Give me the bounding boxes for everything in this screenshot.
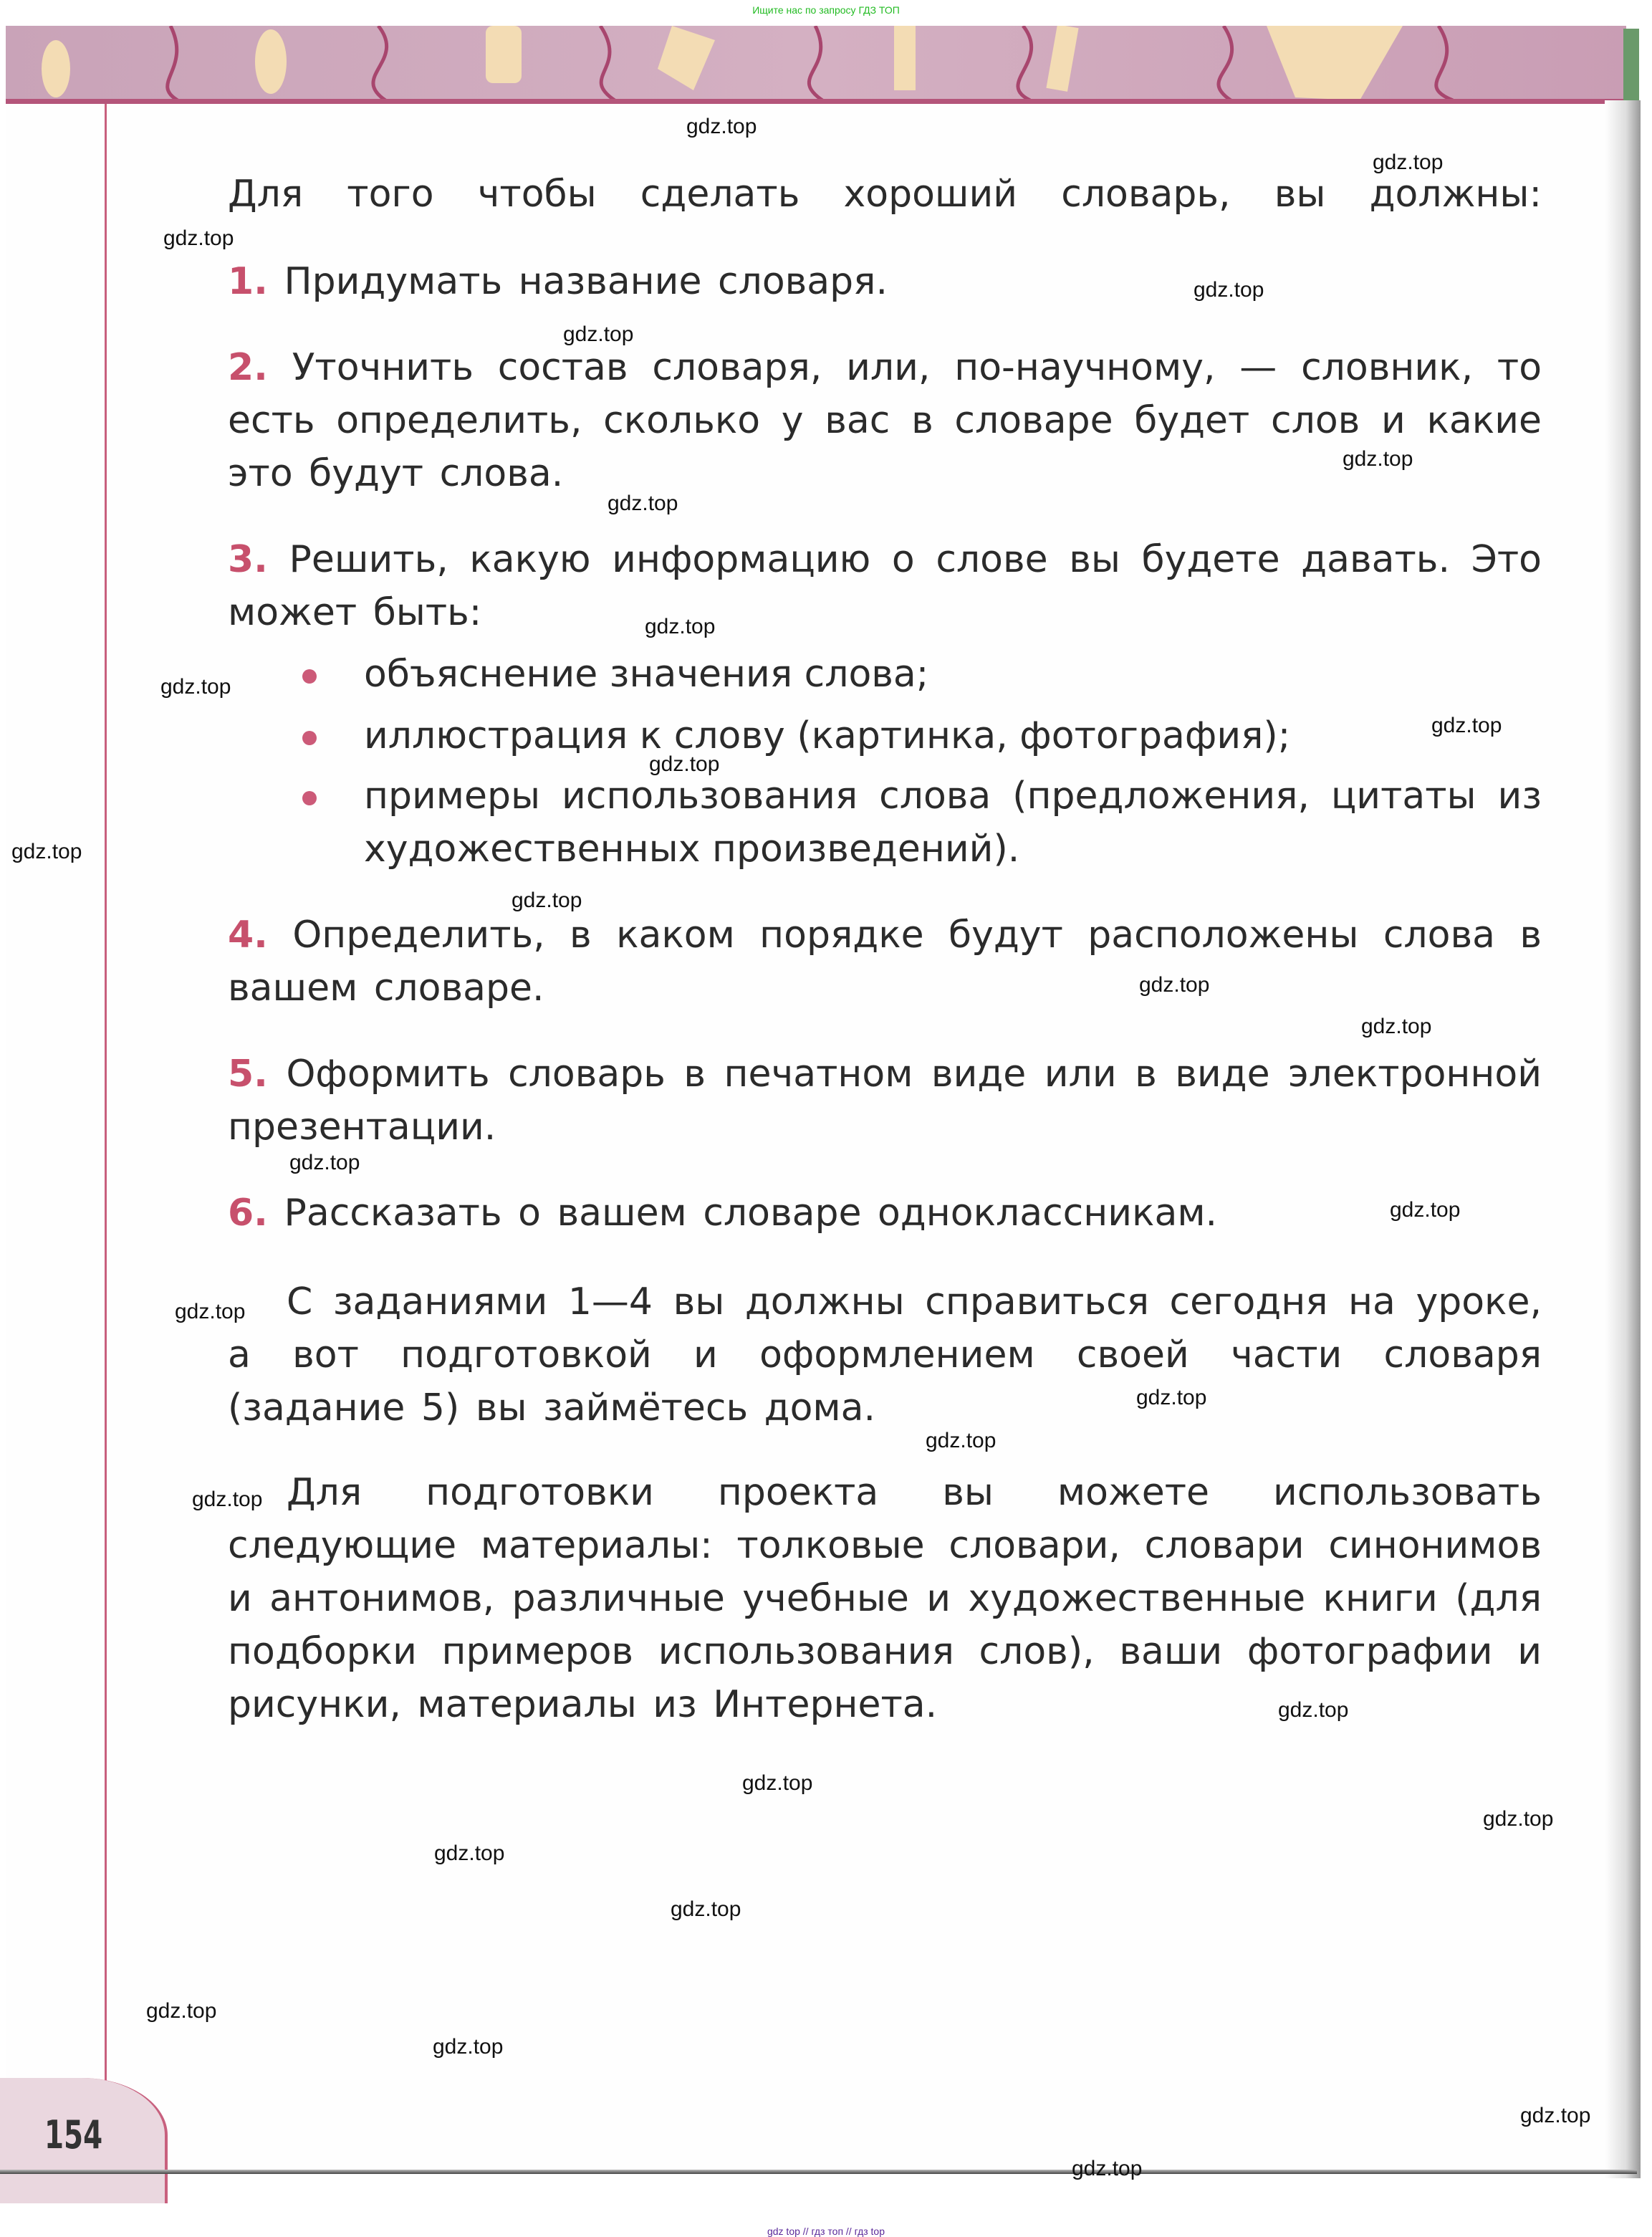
watermark: gdz.top bbox=[512, 888, 582, 912]
watermark: gdz.top bbox=[1520, 2104, 1591, 2127]
step-text: Оформить словарь в печатном виде или в виде электронной презентации. bbox=[228, 1053, 1542, 1149]
watermark: gdz.top bbox=[645, 615, 716, 638]
step-text: Уточнить состав словаря, или, по-научному, — словник, то есть определить, сколько у вас в словаре будет слов и какие это будут слова. bbox=[228, 346, 1542, 495]
watermark: gdz.top bbox=[1139, 973, 1210, 997]
watermark: gdz.top bbox=[1483, 1807, 1554, 1831]
step-3 bbox=[228, 533, 1542, 639]
watermark: gdz.top bbox=[1343, 447, 1413, 471]
bullet-item bbox=[364, 770, 1542, 876]
watermark: gdz.top bbox=[192, 1488, 263, 1511]
watermark: gdz.top bbox=[11, 840, 82, 863]
step-2 bbox=[228, 341, 1542, 500]
margin-line bbox=[105, 104, 107, 2082]
watermark: gdz.top bbox=[671, 1897, 741, 1921]
step-4 bbox=[228, 909, 1542, 1015]
intro-text: Для того чтобы сделать хороший словарь, вы должны: bbox=[228, 173, 1542, 216]
step-6 bbox=[228, 1187, 1542, 1240]
watermark: gdz.top bbox=[160, 675, 231, 699]
watermark: gdz.top bbox=[1136, 1386, 1207, 1409]
page-number: 154 bbox=[44, 2112, 103, 2157]
bullet-item bbox=[364, 709, 1542, 762]
watermark: gdz.top bbox=[434, 1841, 505, 1865]
bottom-note: gdz top // гдз топ // гдз top bbox=[767, 2226, 885, 2237]
step-5 bbox=[228, 1048, 1542, 1154]
step-number: 1. bbox=[228, 260, 268, 303]
bullet-text: объяснение значения слова; bbox=[364, 653, 929, 696]
step-text: Определить, в каком порядке будут расположены слова в вашем словаре. bbox=[228, 914, 1542, 1010]
watermark: gdz.top bbox=[686, 115, 757, 138]
bullet-item bbox=[364, 648, 1542, 701]
header-ornament-icon bbox=[6, 26, 1626, 100]
watermark: gdz.top bbox=[742, 1771, 813, 1795]
step-text: Решить, какую информацию о слове вы будете давать. Это может быть: bbox=[228, 538, 1542, 634]
paragraph-tasks: С заданиями 1—4 вы должны справиться сегодня на уроке, а вот подготовкой и оформлением своей части словаря (задание 5) вы займётесь дома. bbox=[228, 1280, 1542, 1429]
step-number: 3. bbox=[228, 538, 268, 581]
step-number: 2. bbox=[228, 346, 268, 389]
step-text: Придумать название словаря. bbox=[284, 260, 888, 303]
watermark: gdz.top bbox=[433, 2035, 504, 2059]
watermark: gdz.top bbox=[1278, 1698, 1349, 1722]
watermark: gdz.top bbox=[1431, 714, 1502, 737]
step-number: 6. bbox=[228, 1192, 268, 1235]
step-number: 5. bbox=[228, 1053, 268, 1096]
bullet-text: примеры использования слова (предложения, цитаты из художественных произведений). bbox=[364, 775, 1542, 871]
top-note: Ищите нас по запросу ГДЗ ТОП bbox=[752, 4, 900, 16]
bullet-text: иллюстрация к слову (картинка, фотография); bbox=[364, 714, 1291, 757]
watermark: gdz.top bbox=[563, 322, 634, 346]
watermark: gdz.top bbox=[146, 1999, 217, 2023]
watermark: gdz.top bbox=[1194, 278, 1264, 302]
page-bottom-edge bbox=[0, 2170, 1637, 2174]
watermark: gdz.top bbox=[289, 1151, 360, 1174]
paragraph-materials: Для подготовки проекта вы можете использовать следующие материалы: толковые словари, словари синонимов и антонимов, различные учебные и художественные книги (для подборки примеров использования слов), ваши фотографии и рисунки, материалы из Интернета. bbox=[228, 1471, 1542, 1726]
header-divider bbox=[6, 99, 1626, 104]
bullet-icon bbox=[302, 731, 317, 745]
step-text: Рассказать о вашем словаре одноклассникам. bbox=[284, 1192, 1218, 1235]
decorative-header bbox=[6, 26, 1626, 100]
step-1 bbox=[228, 255, 1542, 308]
bullet-icon bbox=[302, 791, 317, 805]
watermark: gdz.top bbox=[608, 492, 678, 515]
watermark: gdz.top bbox=[163, 226, 234, 250]
watermark: gdz.top bbox=[926, 1429, 997, 1452]
watermark: gdz.top bbox=[1390, 1198, 1461, 1222]
bullet-icon bbox=[302, 669, 317, 684]
watermark: gdz.top bbox=[175, 1300, 246, 1323]
watermark: gdz.top bbox=[1361, 1015, 1432, 1038]
page-spine-shadow bbox=[1605, 100, 1641, 2178]
watermark: gdz.top bbox=[649, 752, 720, 776]
watermark: gdz.top bbox=[1373, 150, 1444, 174]
watermark: gdz.top bbox=[1072, 2157, 1143, 2180]
step-number: 4. bbox=[228, 914, 268, 957]
